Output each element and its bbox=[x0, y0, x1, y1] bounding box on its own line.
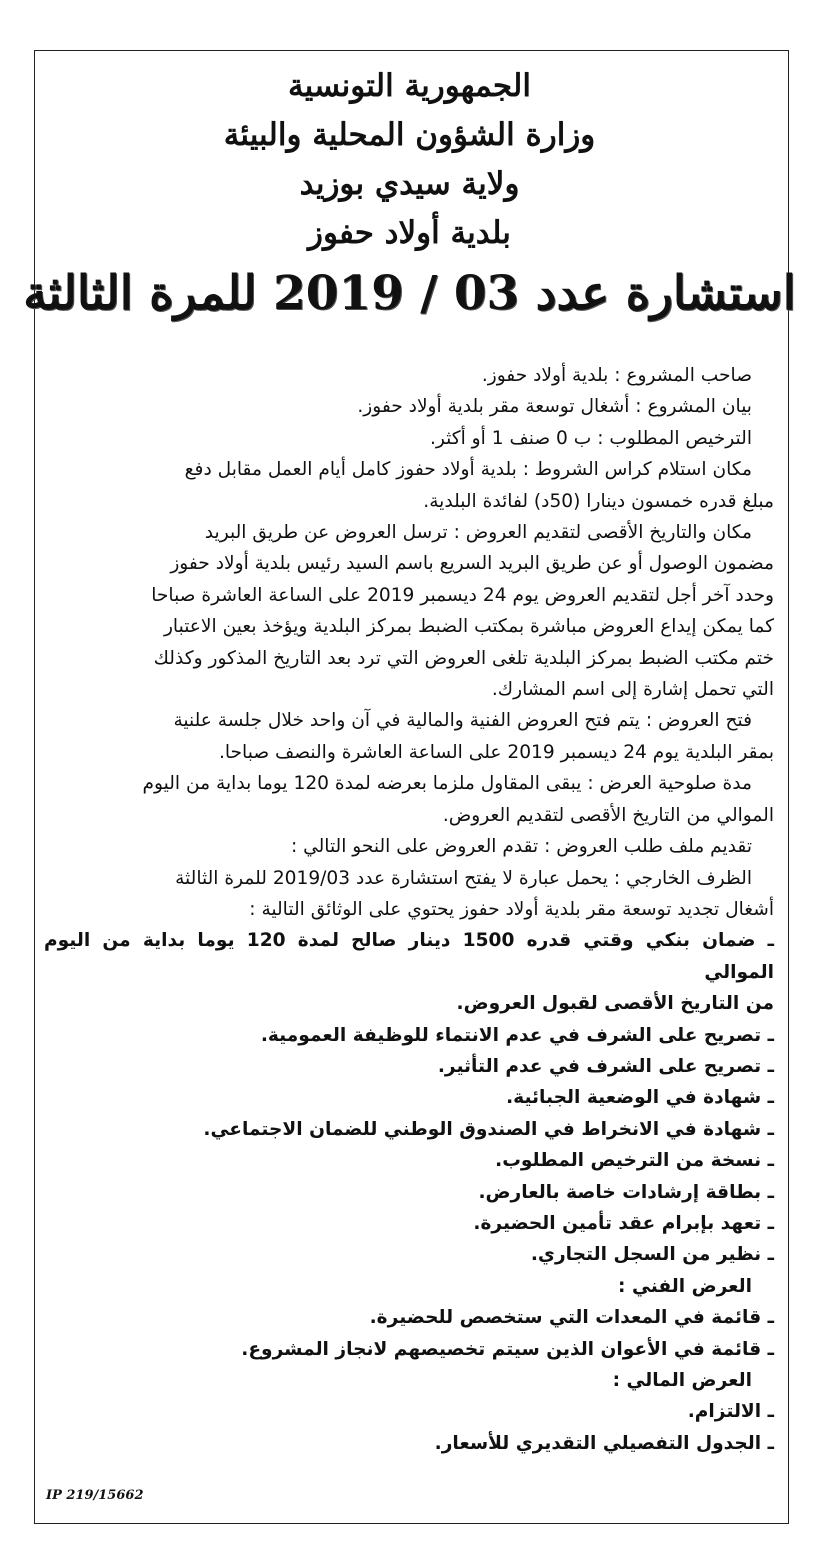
list-item: ـ الجدول التفصيلي التقديري للأسعار. bbox=[434, 1432, 774, 1454]
list-item: ـ تعهد بإبرام عقد تأمين الحضيرة. bbox=[473, 1212, 774, 1234]
text-line: التي تحمل إشارة إلى اسم المشارك. bbox=[491, 679, 774, 701]
list-item: ـ شهادة في الوضعية الجبائية. bbox=[506, 1087, 774, 1109]
list-item: ـ قائمة في الأعوان الذين سيتم تخصيصهم لانجاز المشروع. bbox=[241, 1338, 774, 1360]
text-line: الموالي من التاريخ الأقصى لتقديم العروض. bbox=[442, 804, 774, 826]
section-heading: العرض الفني : bbox=[618, 1275, 752, 1297]
document-body bbox=[44, 360, 774, 1459]
text-line: تقديم ملف طلب العروض : تقدم العروض على النحو التالي : bbox=[290, 836, 752, 858]
list-item: ـ تصريح على الشرف في عدم التأثير. bbox=[437, 1055, 774, 1077]
list-item: ـ نظير من السجل التجاري. bbox=[530, 1244, 774, 1266]
text-line: مكان استلام كراس الشروط : بلدية أولاد حفوز كامل أيام العمل مقابل دفع bbox=[184, 459, 752, 481]
text-line: أشغال تجديد توسعة مقر بلدية أولاد حفوز يحتوي على الوثائق التالية : bbox=[249, 898, 774, 920]
list-item: ـ نسخة من الترخيص المطلوب. bbox=[495, 1150, 774, 1172]
section-heading: العرض المالي : bbox=[612, 1370, 752, 1391]
page-title: استشارة عدد 03 / 2019 للمرة الثالثة bbox=[23, 266, 796, 321]
list-item: ـ قائمة في المعدات التي ستخصص للحضيرة. bbox=[369, 1307, 774, 1329]
text-line: ختم مكتب الضبط بمركز البلدية تلغى العروض التي ترد بعد التاريخ المذكور وكذلك bbox=[153, 647, 774, 669]
text-line: مبلغ قدره خمسون دينارا (50د) لفائدة البلدية. bbox=[423, 490, 774, 512]
text-line: فتح العروض : يتم فتح العروض الفنية والمالية في آن واحد خلال جلسة علنية bbox=[173, 710, 752, 732]
list-item: ـ شهادة في الانخراط في الصندوق الوطني للضمان الاجتماعي. bbox=[203, 1118, 774, 1140]
header bbox=[0, 62, 819, 326]
text-line: الترخيص المطلوب : ب 0 صنف 1 أو أكثر. bbox=[429, 427, 752, 449]
text-line: وحدد آخر أجل لتقديم العروض يوم 24 ديسمبر 2019 على الساعة العاشرة صباحا bbox=[151, 584, 774, 606]
list-item: من التاريخ الأقصى لقبول العروض. bbox=[456, 993, 774, 1015]
text-line: بيان المشروع : أشغال توسعة مقر بلدية أولاد حفوز. bbox=[357, 396, 752, 418]
text-line: بمقر البلدية يوم 24 ديسمبر 2019 على الساعة العاشرة والنصف صباحا. bbox=[218, 741, 774, 763]
text-line: صاحب المشروع : بلدية أولاد حفوز. bbox=[481, 365, 752, 386]
list-item: ـ تصريح على الشرف في عدم الانتماء للوظيفة العمومية. bbox=[260, 1024, 774, 1046]
country-name: الجمهورية التونسية bbox=[288, 68, 531, 104]
text-line: الظرف الخارجي : يحمل عبارة لا يفتح استشارة عدد 2019/03 للمرة الثالثة bbox=[175, 867, 752, 889]
municipality-name: بلدية أولاد حفوز bbox=[308, 215, 511, 251]
list-item: ـ بطاقة إرشادات خاصة بالعارض. bbox=[478, 1181, 774, 1203]
text-line: مضمون الوصول أو عن طريق البريد السريع باسم السيد رئيس بلدية أولاد حفوز bbox=[170, 553, 774, 575]
list-item: ـ ضمان بنكي وقتي قدره 1500 دينار صالح لمدة 120 يوما بداية من اليوم الموالي bbox=[44, 930, 774, 983]
ministry-name: وزارة الشؤون المحلية والبيئة bbox=[223, 117, 596, 153]
text-line: مكان والتاريخ الأقصى لتقديم العروض : ترسل العروض عن طريق البريد bbox=[204, 522, 752, 544]
text-line: مدة صلوحية العرض : يبقى المقاول ملزما بعرضه لمدة 120 يوما بداية من اليوم bbox=[142, 773, 752, 795]
text-line: كما يمكن إيداع العروض مباشرة بمكتب الضبط بمركز البلدية ويؤخذ بعين الاعتبار bbox=[163, 616, 774, 638]
governorate-name: ولاية سيدي بوزيد bbox=[299, 166, 520, 202]
publication-reference: IP 219/15662 bbox=[46, 1488, 144, 1503]
list-item: ـ الالتزام. bbox=[687, 1401, 774, 1423]
